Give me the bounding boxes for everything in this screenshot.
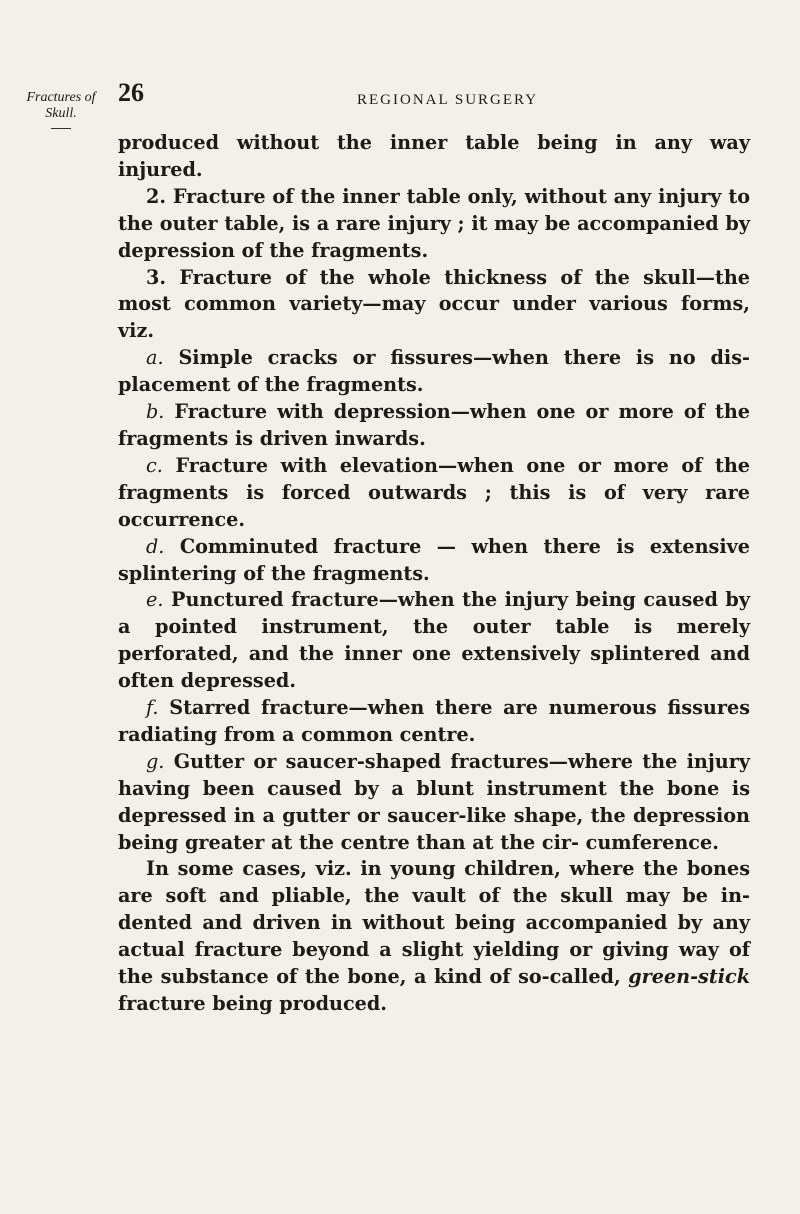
margin-note <box>26 90 96 129</box>
paragraph <box>118 695 750 749</box>
item-marker: a. <box>146 346 164 370</box>
paragraph <box>118 345 750 399</box>
item-marker: d. <box>146 534 165 558</box>
emphasis-term: green-stick <box>628 965 750 989</box>
item-marker: b. <box>146 400 165 424</box>
item-marker: g. <box>146 749 165 773</box>
paragraph <box>118 856 750 1017</box>
body-text <box>118 130 750 1018</box>
paragraph-text: Simple cracks or fissures—when there is no dis- placement of the fragments. <box>118 346 750 397</box>
paragraph <box>118 749 750 857</box>
page-number: 26 <box>118 78 144 107</box>
margin-note-line2: Skull. <box>45 106 77 121</box>
item-marker: c. <box>146 453 163 477</box>
paragraph-text: Starred fracture—when there are numerous fissures radiating from a common centre. <box>118 696 750 746</box>
paragraph-text: In some cases, viz. in young children, where the bones are soft and pliable, the vault of the skull may be in- dented and driven in without being accompanied by any actual fracture beyond a slight yielding or giving way of the substance of the bone, a kind of so-called, <box>118 857 750 989</box>
paragraph <box>118 130 750 184</box>
running-head: REGIONAL SURGERY <box>357 92 539 108</box>
paragraph <box>118 184 750 265</box>
paragraph-text: Fracture with elevation—when one or more of the fragments is forced outwards ; this is of very rare occurrence. <box>118 453 751 531</box>
paragraph-text: 3. Fracture of the whole thickness of the skull—the most common variety—may occur under various forms, viz. <box>118 265 750 343</box>
margin-note-rule <box>51 128 71 129</box>
paragraph-text: Punctured fracture—when the injury being caused by a pointed instrument, the outer table is merely perforated, and the inner one extensively splintered and often depressed. <box>118 588 750 693</box>
paragraph <box>118 399 750 453</box>
item-marker: e. <box>146 588 164 612</box>
paragraph <box>118 265 750 346</box>
paragraph-text: Comminuted fracture — when there is extensive splintering of the fragments. <box>118 534 750 585</box>
paragraph <box>118 534 750 588</box>
margin-note-line1: Fractures of <box>26 90 96 105</box>
paragraph-text: produced without the inner table being in any way injured. <box>118 131 750 181</box>
paragraph-text: 2. Fracture of the inner table only, without any injury to the outer table, is a rare injury ; it may be accompanied by depression of the fragments. <box>118 184 750 262</box>
item-marker: f. <box>146 696 159 720</box>
paragraph <box>118 587 750 695</box>
paragraph-text: Gutter or saucer-shaped fractures—where the injury having been caused by a blunt instrument the bone is depressed in a gutter or saucer-like shape, the depression being greater at the centre than at the cir- cumference. <box>118 749 750 854</box>
paragraph <box>118 453 750 534</box>
paragraph-text: Fracture with depression—when one or more of the fragments is driven inwards. <box>118 400 750 450</box>
paragraph-text: fracture being produced. <box>118 992 387 1015</box>
